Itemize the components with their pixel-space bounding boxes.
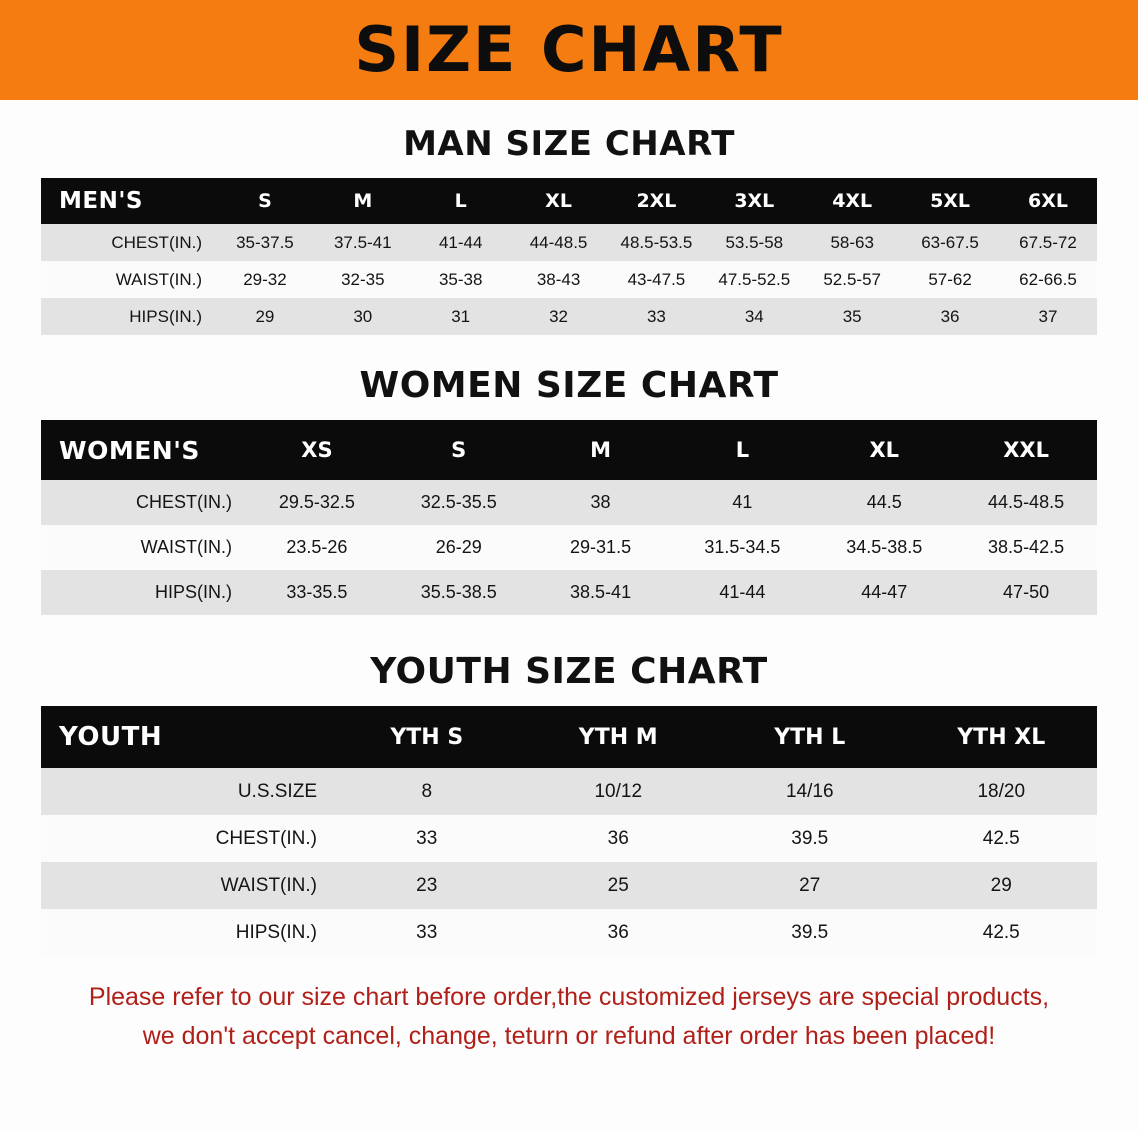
men-row-label: WAIST(IN.)	[115, 269, 202, 289]
women-cell: 38.5-42.5	[988, 537, 1065, 557]
men-cell: 53.5-58	[725, 232, 784, 252]
youth-row-label: U.S.SIZE	[237, 780, 317, 802]
men-row-label: HIPS(IN.)	[129, 306, 202, 326]
women-cell: 41-44	[719, 582, 766, 602]
men-cell: 47.5-52.5	[718, 269, 791, 289]
youth-cell: 10/12	[594, 780, 643, 802]
women-cell: 33-35.5	[286, 582, 348, 602]
men-cell: 37.5-41	[333, 232, 392, 252]
men-cell: 62-66.5	[1019, 269, 1077, 289]
table-header-row	[41, 420, 1097, 480]
men-header-cell: 4XL	[832, 190, 873, 212]
men-cell: 35-38	[438, 269, 483, 289]
youth-cell: 39.5	[791, 827, 829, 849]
women-row-label: CHEST(IN.)	[136, 492, 232, 512]
men-header-cell: L	[454, 190, 467, 212]
men-cell: 33	[646, 306, 666, 326]
women-header-cell: XS	[301, 438, 333, 462]
men-cell: 35-37.5	[236, 232, 294, 252]
women-cell: 34.5-38.5	[846, 537, 923, 557]
men-header-cell: 5XL	[930, 190, 971, 212]
men-cell: 30	[353, 306, 373, 326]
women-cell: 47-50	[1003, 582, 1050, 602]
women-cell: 41	[732, 492, 753, 512]
women-cell: 44-47	[861, 582, 908, 602]
men-header-label: MEN'S	[59, 188, 143, 214]
women-cell: 32.5-35.5	[420, 492, 497, 512]
youth-size-table	[41, 706, 1097, 956]
men-cell: 34	[744, 306, 764, 326]
women-header-cell: XL	[869, 438, 900, 462]
page-banner	[0, 0, 1138, 100]
women-header-cell: XXL	[1003, 438, 1049, 462]
youth-cell: 36	[607, 921, 629, 943]
men-cell: 32	[549, 306, 569, 326]
page-title: SIZE CHART	[354, 13, 784, 86]
disclaimer-line-2: we don't accept cancel, change, teturn or refund after order has been placed!	[142, 1021, 996, 1050]
table-row	[41, 224, 1097, 261]
youth-cell: 25	[607, 874, 629, 896]
men-cell: 67.5-72	[1019, 232, 1077, 252]
man-table-wrap	[41, 178, 1097, 335]
youth-header-cell: YTH XL	[957, 724, 1046, 750]
men-row-label: CHEST(IN.)	[111, 232, 202, 252]
men-size-table	[41, 178, 1097, 335]
youth-cell: 42.5	[982, 827, 1020, 849]
women-size-table	[41, 420, 1097, 615]
men-cell: 41-44	[438, 232, 483, 252]
men-cell: 31	[451, 306, 471, 326]
youth-cell: 18/20	[977, 780, 1026, 802]
women-cell: 44.5	[866, 492, 902, 512]
men-cell: 58-63	[830, 232, 874, 252]
table-header-row	[41, 178, 1097, 224]
women-header-cell: S	[451, 438, 467, 462]
youth-cell: 14/16	[785, 780, 834, 802]
men-cell: 36	[940, 306, 960, 326]
youth-cell: 29	[990, 874, 1012, 896]
women-cell: 23.5-26	[286, 537, 348, 557]
women-header-cell: L	[735, 438, 750, 462]
women-cell: 35.5-38.5	[420, 582, 497, 602]
women-table-wrap	[41, 420, 1097, 615]
men-cell: 35	[842, 306, 862, 326]
men-cell: 44-48.5	[529, 232, 588, 252]
table-row	[41, 298, 1097, 335]
youth-cell: 39.5	[791, 921, 829, 943]
table-row	[41, 862, 1097, 909]
men-header-cell: M	[353, 190, 373, 212]
men-cell: 48.5-53.5	[620, 232, 693, 252]
youth-row-label: WAIST(IN.)	[220, 874, 317, 896]
women-header-cell: M	[590, 438, 612, 462]
youth-cell: 42.5	[982, 921, 1020, 943]
table-row	[41, 768, 1097, 815]
table-row	[41, 909, 1097, 956]
women-section-title: WOMEN SIZE CHART	[359, 365, 779, 406]
men-cell: 63-67.5	[921, 232, 979, 252]
youth-section-title: YOUTH SIZE CHART	[370, 651, 768, 692]
youth-header-label: YOUTH	[59, 722, 163, 752]
men-cell: 29	[255, 306, 275, 326]
men-cell: 32-35	[341, 269, 385, 289]
women-row-label: WAIST(IN.)	[140, 537, 232, 557]
youth-header-cell: YTH S	[390, 724, 464, 750]
women-row-label: HIPS(IN.)	[154, 582, 232, 602]
women-cell: 38.5-41	[570, 582, 632, 602]
youth-cell: 36	[607, 827, 629, 849]
men-header-cell: 2XL	[636, 190, 677, 212]
men-header-cell: S	[258, 190, 272, 212]
table-row	[41, 815, 1097, 862]
youth-row-label: CHEST(IN.)	[215, 827, 317, 849]
table-header-row	[41, 706, 1097, 768]
youth-cell: 33	[416, 921, 438, 943]
table-row	[41, 570, 1097, 615]
youth-cell: 8	[421, 780, 433, 802]
women-cell: 26-29	[435, 537, 482, 557]
disclaimer-line-1: Please refer to our size chart before order,the customized jerseys are special products,	[88, 983, 1050, 1011]
men-header-cell: 6XL	[1028, 190, 1068, 212]
men-header-cell: XL	[545, 190, 572, 212]
table-row	[41, 480, 1097, 525]
youth-header-cell: YTH L	[774, 724, 846, 750]
men-cell: 52.5-57	[823, 269, 882, 289]
women-header-label: WOMEN'S	[59, 435, 200, 465]
youth-cell: 27	[799, 874, 821, 896]
disclaimer-note	[39, 978, 1099, 1056]
men-header-cell: 3XL	[734, 190, 775, 212]
youth-cell: 23	[416, 874, 438, 896]
youth-header-cell: YTH M	[578, 724, 658, 750]
women-cell: 38	[590, 492, 611, 512]
youth-cell: 33	[416, 827, 438, 849]
men-cell: 43-47.5	[627, 269, 686, 289]
youth-row-label: HIPS(IN.)	[235, 921, 317, 943]
table-row	[41, 525, 1097, 570]
women-cell: 44.5-48.5	[988, 492, 1065, 512]
women-cell: 31.5-34.5	[704, 537, 781, 557]
youth-table-wrap	[41, 706, 1097, 956]
men-cell: 57-62	[928, 269, 972, 289]
men-cell: 29-32	[243, 269, 287, 289]
women-cell: 29.5-32.5	[278, 492, 355, 512]
men-cell: 38-43	[536, 269, 581, 289]
men-cell: 37	[1038, 306, 1058, 326]
man-section-title: MAN SIZE CHART	[403, 124, 735, 164]
women-cell: 29-31.5	[570, 537, 632, 557]
table-row	[41, 261, 1097, 298]
